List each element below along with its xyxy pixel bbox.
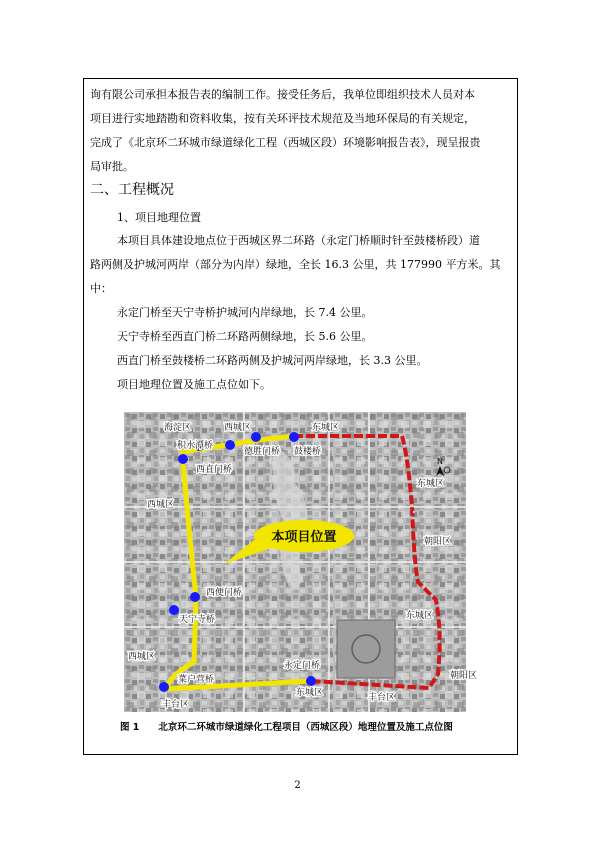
district-chaoyang-bottom: 朝阳区	[450, 671, 478, 681]
bridge-yongdingmen: 永定门桥	[284, 661, 321, 671]
bridge-jishuitan: 积水潭桥	[177, 441, 214, 451]
point-caihuying	[159, 682, 169, 692]
district-xicheng-bottom: 西城区	[128, 652, 156, 662]
segment-1: 永定门桥至天宁寺桥护城河内岸绿地，长 7.4 公里。	[117, 306, 373, 319]
section-title: 二、工程概况	[90, 182, 174, 198]
bridge-tianningsi: 天宁寺桥	[179, 615, 216, 625]
svg-text:N: N	[437, 457, 443, 466]
intro-line-2: 项目进行实地踏勘和资料收集，按有关环评技术规范及当地环保局的有关规定，	[90, 112, 475, 125]
point-deshengmen	[225, 440, 235, 450]
body-line-1: 本项目具体建设地点位于西城区界二环路（永定门桥顺时针至鼓楼桥段）道	[117, 234, 480, 247]
district-xicheng-top: 西城区	[224, 423, 252, 433]
point-xizhimen	[178, 454, 188, 464]
point-tianningsi	[169, 605, 179, 615]
segment-3: 西直门桥至鼓楼桥二环路两侧及护城河两岸绿地，长 3.3 公里。	[117, 354, 428, 367]
point-gulou-west	[251, 432, 261, 442]
district-dongcheng-mid: 东城区	[406, 611, 434, 621]
segment-2: 天宁寺桥至西直门桥二环路两侧绿地，长 5.6 公里。	[117, 330, 373, 343]
intro-line-1: 询有限公司承担本报告表的编制工作。接受任务后，我单位即组织技术人员对本	[90, 88, 475, 101]
district-xicheng-left: 西城区	[147, 500, 175, 510]
subsection-title: 1、项目地理位置	[117, 211, 201, 224]
point-gulou	[289, 432, 299, 442]
district-fengtai-right: 丰台区	[368, 693, 396, 703]
point-xibianmen	[190, 592, 200, 602]
district-dongcheng-bottom: 东城区	[296, 688, 324, 698]
central-park-area	[337, 620, 395, 678]
bridge-gulou: 鼓楼桥	[294, 447, 322, 457]
bridge-deshengmen: 德胜门桥	[244, 447, 281, 457]
figure-caption: 图 1 北京环二环城市绿道绿化工程项目（西城区段）地理位置及施工点位图	[120, 722, 453, 733]
body-line-3: 中：	[90, 282, 112, 295]
page-number: 2	[294, 780, 301, 791]
district-fengtai-left: 丰台区	[162, 700, 190, 710]
callout-text: 本项目位置	[271, 530, 337, 545]
body-line-2: 路两侧及护城河两岸（部分为内岸）绿地，全长 16.3 公里，共 177990 平方米。其	[90, 258, 501, 271]
district-haidian: 海淀区	[164, 423, 192, 433]
intro-line-4: 局审批。	[90, 160, 134, 173]
bridge-xibianmen: 西便门桥	[206, 588, 243, 598]
map-lead: 项目地理位置及施工点位如下。	[117, 378, 271, 391]
intro-line-3: 完成了《北京环二环城市绿道绿化工程（西城区段）环境影响报告表》，现呈报贵	[90, 136, 481, 149]
bridge-xizhimen: 西直门桥	[196, 465, 233, 475]
location-map	[124, 412, 478, 712]
district-chaoyang-top: 朝阳区	[424, 537, 452, 547]
district-dongcheng-top: 东城区	[312, 423, 340, 433]
district-dongcheng-right: 东城区	[417, 479, 445, 489]
point-yongdingmen	[306, 676, 316, 686]
bridge-caihuying: 菜户营桥	[178, 675, 215, 685]
